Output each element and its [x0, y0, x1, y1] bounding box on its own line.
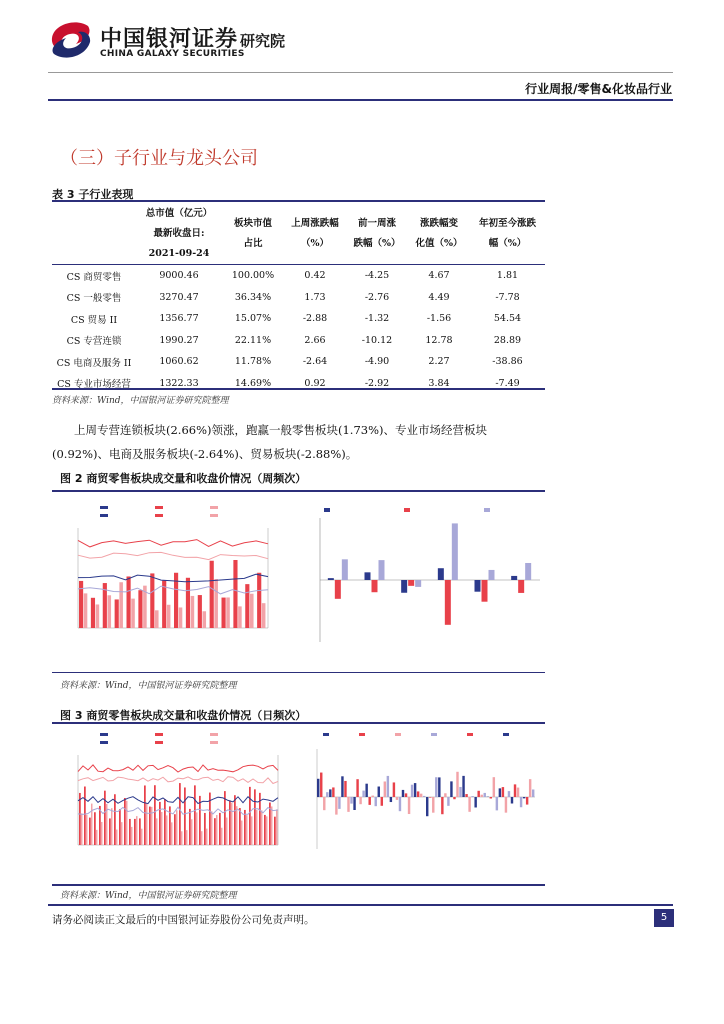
volume-bar: [171, 822, 173, 845]
bar: [482, 580, 488, 602]
header-ytd: 年初至今涨跌 幅（%）: [478, 218, 536, 249]
price-line: [78, 765, 278, 772]
volume-bar: [119, 582, 123, 628]
bar: [489, 570, 495, 580]
bar: [372, 580, 378, 592]
daily-bar: [511, 797, 513, 803]
daily-bar: [344, 781, 346, 797]
daily-bar: [502, 787, 504, 797]
volume-bar: [146, 804, 148, 845]
legend-swatch: [395, 733, 401, 736]
daily-bar: [320, 773, 322, 797]
volume-bar: [131, 599, 135, 628]
legend-swatch: [359, 733, 365, 736]
volume-bar: [139, 818, 141, 845]
volume-bar: [124, 798, 126, 845]
bar: [415, 580, 421, 587]
volume-bar: [86, 815, 88, 845]
volume-bar: [115, 599, 119, 628]
daily-bar: [350, 797, 352, 804]
volume-bar: [138, 590, 142, 628]
volume-bar: [84, 593, 88, 628]
volume-bar: [241, 821, 243, 845]
bar: [328, 578, 334, 580]
header-last-week: 上周涨跌幅 （%）: [291, 218, 339, 249]
volume-bar: [251, 816, 253, 845]
daily-bar: [484, 793, 486, 797]
daily-bar: [532, 789, 534, 797]
volume-bar: [216, 815, 218, 845]
table-row: CS 一般零售 3270.47 36.34% 1.73 -2.76 4.49 -7.78: [66, 291, 520, 305]
volume-bar: [174, 814, 176, 845]
legend-swatch: [431, 733, 437, 736]
footer-disclaimer: 请务必阅读正文最后的中国银河证券股份公司免责声明。: [52, 914, 315, 926]
daily-bar: [447, 797, 449, 806]
price-line: [78, 540, 268, 547]
daily-bar: [435, 777, 437, 797]
volume-bar: [206, 829, 208, 845]
price-line: [78, 552, 268, 559]
sub-industry-table: [52, 204, 545, 394]
daily-bar: [341, 776, 343, 797]
figure2-bottom-rule: [52, 672, 545, 673]
daily-bar: [456, 772, 458, 797]
bar: [475, 580, 481, 592]
volume-bar: [254, 789, 256, 845]
volume-bar: [99, 806, 101, 845]
legend-swatch: [210, 514, 218, 517]
price-line: [78, 807, 278, 814]
daily-bar: [471, 796, 473, 797]
volume-bar: [81, 813, 83, 845]
table-title: 表 3 子行业表现: [52, 188, 134, 201]
figure3-source: 资料来源：Wind，中国银河证券研究院整理: [60, 891, 237, 901]
volume-bar: [79, 793, 81, 845]
figure3-right-chart: [305, 727, 545, 867]
bar: [518, 580, 524, 593]
table-row: CS 商贸零售 9000.46 100.00% 0.42 -4.25 4.67 1.81: [66, 270, 519, 283]
volume-bar: [229, 800, 231, 845]
daily-bar: [520, 797, 522, 807]
daily-bar: [408, 797, 410, 814]
table-row: CS 贸易 II 1356.77 15.07% -2.88 -1.32 -1.56 54.54: [70, 313, 522, 326]
volume-bar: [264, 815, 266, 845]
daily-bar: [414, 783, 416, 797]
daily-bar: [465, 794, 467, 797]
volume-bar: [196, 812, 198, 845]
volume-bar: [236, 806, 238, 845]
daily-bar: [526, 797, 528, 805]
figure2-top-rule: [52, 490, 545, 492]
volume-bar: [233, 560, 237, 628]
volume-bar: [131, 827, 133, 845]
daily-bar: [396, 797, 398, 800]
volume-bar: [150, 573, 154, 628]
daily-bar: [496, 797, 498, 810]
bar: [379, 560, 385, 580]
volume-bar: [198, 595, 202, 628]
volume-bar: [121, 822, 123, 845]
brand-institute: 研究院: [240, 32, 286, 50]
daily-bar: [329, 789, 331, 797]
volume-bar: [96, 830, 98, 845]
brand-name-cn: 中国银河证券: [100, 27, 239, 52]
legend-swatch: [155, 514, 163, 517]
volume-bar: [179, 783, 181, 845]
daily-bar: [338, 797, 340, 809]
daily-bar: [317, 779, 319, 797]
report-tag: 行业周报/零售&化妆品行业: [525, 82, 672, 96]
volume-bar: [149, 807, 151, 845]
legend-swatch: [155, 733, 163, 736]
daily-bar: [444, 793, 446, 797]
figure2-title: 图 2 商贸零售板块成交量和收盘价情况（周频次）: [60, 472, 307, 485]
volume-bar: [159, 802, 161, 845]
volume-bar: [176, 810, 178, 845]
daily-bar: [353, 797, 355, 810]
legend-swatch: [155, 741, 163, 744]
figure3-bottom-rule: [52, 884, 545, 886]
daily-bar: [381, 797, 383, 806]
volume-bar: [203, 611, 207, 628]
volume-bar: [127, 576, 131, 628]
volume-bar: [191, 596, 195, 628]
header-change: 涨跌幅变 化值（%）: [415, 218, 463, 249]
daily-bar: [426, 797, 428, 816]
daily-bar: [356, 779, 358, 797]
section-title: （三）子行业与龙头公司: [60, 148, 258, 169]
daily-bar: [332, 787, 334, 797]
table-bottom-rule: [52, 388, 545, 390]
daily-bar: [438, 777, 440, 797]
price-line: [78, 777, 278, 784]
daily-bar: [459, 787, 461, 797]
volume-bar: [256, 810, 258, 845]
volume-bar: [222, 598, 226, 628]
volume-bar: [109, 818, 111, 845]
figure3-top-rule: [52, 722, 545, 724]
volume-bar: [96, 604, 100, 628]
figure2-source: 资料来源：Wind，中国银河证券研究院整理: [60, 681, 237, 691]
price-line: [78, 574, 268, 582]
volume-bar: [116, 830, 118, 845]
volume-bar: [154, 785, 156, 845]
volume-bar: [104, 791, 106, 845]
daily-bar: [405, 793, 407, 797]
daily-bar: [450, 781, 452, 797]
daily-bar: [523, 797, 525, 798]
daily-bar: [453, 797, 455, 799]
volume-bar: [210, 561, 214, 628]
volume-bar: [214, 579, 218, 628]
volume-bar: [214, 818, 216, 845]
figure3-title: 图 3 商贸零售板块成交量和收盘价情况（日频次）: [60, 709, 307, 722]
volume-bar: [201, 831, 203, 845]
daily-bar: [423, 796, 425, 797]
volume-bar: [238, 606, 242, 628]
legend-swatch: [404, 508, 410, 512]
daily-bar: [493, 777, 495, 797]
volume-bar: [261, 810, 263, 845]
daily-bar: [411, 785, 413, 797]
legend-swatch: [210, 733, 218, 736]
volume-bar: [136, 816, 138, 845]
footer-rule: [48, 904, 673, 906]
daily-bar: [347, 797, 349, 812]
daily-bar: [372, 796, 374, 797]
table-header-row: [52, 204, 545, 265]
price-line: [78, 797, 278, 804]
volume-bar: [179, 607, 183, 628]
volume-bar: [262, 603, 266, 628]
table-top-rule: [52, 200, 545, 202]
volume-bar: [189, 809, 191, 845]
body-paragraph: 上周专营连锁板块(2.66%)领涨，跑赢一般零售板块(1.73%)、专业市场经营板块(0.92%)、电商及服务板块(-2.64%)、贸易板块(-2.88%)。: [52, 423, 488, 461]
legend-swatch: [100, 514, 108, 517]
bar: [408, 580, 414, 586]
daily-bar: [375, 797, 377, 806]
volume-bar: [257, 573, 261, 628]
volume-bar: [166, 815, 168, 845]
daily-bar: [468, 797, 470, 812]
volume-bar: [246, 815, 248, 845]
volume-bar: [161, 812, 163, 845]
daily-bar: [387, 776, 389, 797]
volume-bar: [274, 817, 276, 845]
legend-swatch: [155, 506, 163, 509]
daily-bar: [359, 797, 361, 804]
legend-swatch: [100, 741, 108, 744]
volume-bar: [155, 610, 159, 628]
volume-bar: [108, 595, 112, 628]
volume-bar: [226, 597, 230, 628]
volume-bar: [231, 803, 233, 845]
daily-bar: [399, 797, 401, 811]
bar: [365, 572, 371, 580]
brand-name-en: CHINA GALAXY SECURITIES: [100, 49, 245, 59]
volume-bar: [239, 808, 241, 845]
volume-bar: [204, 813, 206, 845]
volume-bar: [191, 819, 193, 845]
bar: [445, 580, 451, 625]
volume-bar: [266, 816, 268, 845]
volume-bar: [181, 831, 183, 845]
daily-bar: [490, 797, 492, 798]
daily-bar: [384, 781, 386, 797]
volume-bar: [186, 830, 188, 845]
table-row: CS 电商及服务 II 1060.62 11.78% -2.64 -4.90 2.27 -38.86: [56, 356, 523, 369]
daily-bar: [429, 797, 431, 798]
daily-bar: [477, 791, 479, 797]
daily-bar: [514, 784, 516, 797]
volume-bar: [249, 787, 251, 845]
daily-bar: [335, 797, 337, 815]
volume-bar: [221, 828, 223, 845]
daily-bar: [402, 790, 404, 797]
volume-bar: [111, 808, 113, 845]
daily-bar: [505, 797, 507, 813]
figure3-left-chart: [60, 727, 310, 867]
volume-bar: [94, 812, 96, 845]
bar: [342, 559, 348, 580]
daily-bar: [393, 782, 395, 797]
figure2-left-chart: [60, 500, 300, 650]
legend-swatch: [210, 741, 218, 744]
volume-bar: [91, 598, 95, 628]
table-row: CS 专营连锁 1990.27 22.11% 2.66 -10.12 12.78 28.89: [66, 334, 522, 348]
volume-bar: [245, 584, 249, 628]
volume-bar: [186, 578, 190, 628]
header-share: 板块市值 占比: [233, 218, 272, 249]
volume-bar: [134, 819, 136, 845]
volume-bar: [184, 787, 186, 845]
volume-bar: [226, 818, 228, 845]
bar: [401, 580, 407, 593]
volume-bar: [156, 818, 158, 845]
header-mcap: 总市值（亿元） 最新收盘日: 2021-09-24: [145, 208, 213, 259]
daily-bar: [420, 794, 422, 797]
daily-bar: [378, 787, 380, 797]
daily-bar: [474, 797, 476, 807]
header-rule: [48, 99, 673, 101]
header-divider: [48, 72, 673, 73]
volume-bar: [144, 785, 146, 845]
legend-swatch: [323, 733, 329, 736]
daily-bar: [441, 797, 443, 814]
volume-bar: [219, 813, 221, 845]
volume-bar: [141, 829, 143, 845]
figure2-right-chart: [300, 500, 545, 650]
volume-bar: [250, 594, 254, 628]
volume-bar: [119, 809, 121, 845]
volume-bar: [101, 822, 103, 845]
daily-bar: [529, 779, 531, 797]
daily-bar: [368, 797, 370, 805]
daily-bar: [499, 788, 501, 797]
daily-bar: [517, 788, 519, 797]
volume-bar: [276, 809, 278, 845]
volume-bar: [91, 804, 93, 845]
daily-bar: [462, 776, 464, 797]
table-source: 资料来源：Wind，中国银河证券研究院整理: [52, 396, 229, 406]
bar: [525, 563, 531, 580]
bar: [511, 576, 517, 580]
page-number: 5: [654, 909, 674, 927]
daily-bar: [326, 792, 328, 797]
bar: [452, 523, 458, 580]
volume-bar: [126, 801, 128, 845]
legend-swatch: [210, 506, 218, 509]
volume-bar: [129, 819, 131, 845]
volume-bar: [234, 795, 236, 845]
galaxy-logo-icon: [48, 20, 94, 60]
daily-bar: [365, 784, 367, 797]
daily-bar: [390, 797, 392, 802]
legend-swatch: [324, 508, 330, 512]
header-blank: [52, 204, 136, 265]
volume-bar: [84, 787, 86, 845]
volume-bar: [89, 818, 91, 845]
legend-swatch: [100, 506, 108, 509]
legend-swatch: [484, 508, 490, 512]
legend-swatch: [100, 733, 108, 736]
bar: [335, 580, 341, 599]
volume-bar: [244, 810, 246, 845]
volume-bar: [271, 806, 273, 845]
volume-bar: [167, 605, 171, 628]
daily-bar: [508, 791, 510, 797]
daily-bar: [323, 797, 325, 810]
bar: [438, 568, 444, 580]
daily-bar: [481, 795, 483, 797]
daily-bar: [362, 791, 364, 797]
volume-bar: [211, 811, 213, 845]
daily-bar: [417, 791, 419, 797]
header-prev-week: 前一周涨 跌幅（%）: [353, 218, 401, 249]
volume-bar: [164, 799, 166, 845]
legend-swatch: [503, 733, 509, 736]
table-row: CS 专业市场经营 1322.33 14.69% 0.92 -2.92 3.84 -7.49: [57, 377, 520, 391]
daily-bar: [432, 797, 434, 813]
volume-bar: [194, 785, 196, 845]
legend-swatch: [467, 733, 473, 736]
